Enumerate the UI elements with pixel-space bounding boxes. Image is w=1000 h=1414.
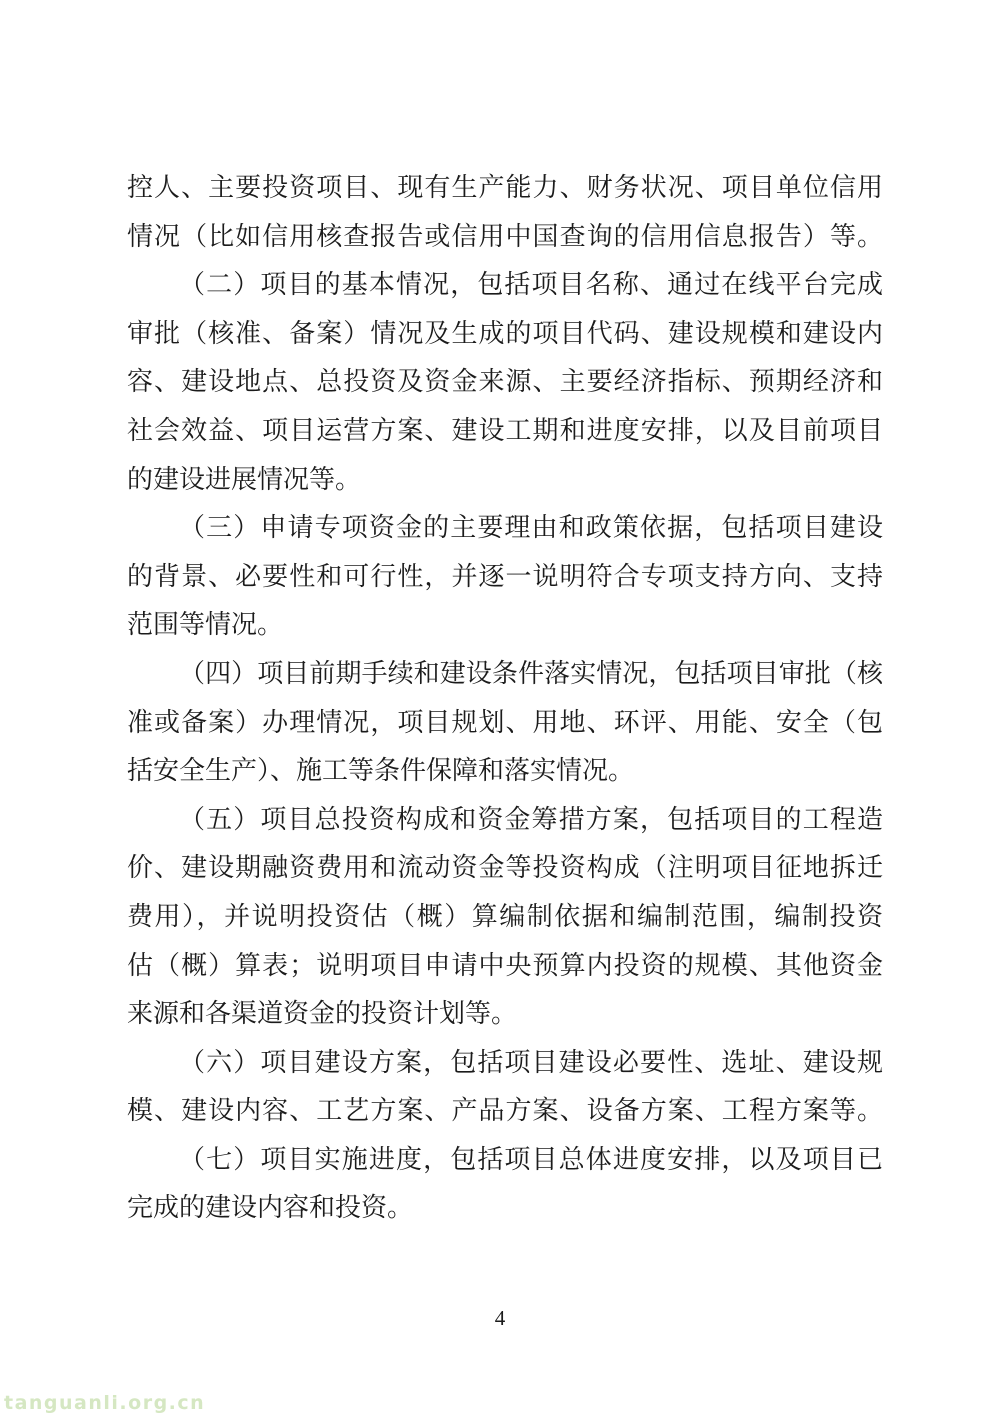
body-line: 审批（核准、备案）情况及生成的项目代码、建设规模和建设内 bbox=[127, 317, 883, 348]
body-line: （七）项目实施进度，包括项目总体进度安排，以及项目已 bbox=[179, 1143, 883, 1174]
document-body bbox=[127, 163, 883, 1232]
body-line: （二）项目的基本情况，包括项目名称、通过在线平台完成 bbox=[179, 269, 883, 300]
body-line: 社会效益、项目运营方案、建设工期和进度安排，以及目前项目 bbox=[127, 414, 883, 445]
body-line: 来源和各渠道资金的投资计划等。 bbox=[127, 998, 518, 1029]
body-line: 估（概）算表；说明项目申请中央预算内投资的规模、其他资金 bbox=[127, 949, 883, 980]
body-line: 容、建设地点、总投资及资金来源、主要经济指标、预期经济和 bbox=[127, 366, 883, 397]
body-line: （三）申请专项资金的主要理由和政策依据，包括项目建设 bbox=[179, 512, 883, 543]
body-line: 控人、主要投资项目、现有生产能力、财务状况、项目单位信用 bbox=[127, 172, 883, 202]
body-line: 的背景、必要性和可行性，并逐一说明符合专项支持方向、支持 bbox=[127, 560, 883, 591]
body-line: 情况（比如信用核查报告或信用中国查询的信用信息报告）等。 bbox=[127, 220, 883, 251]
page-number: 4 bbox=[494, 1306, 506, 1330]
body-line: 准或备案）办理情况，项目规划、用地、环评、用能、安全（包 bbox=[127, 706, 883, 737]
body-line: 价、建设期融资费用和流动资金等投资构成（注明项目征地拆迁 bbox=[127, 852, 883, 883]
body-line: 范围等情况。 bbox=[127, 609, 284, 640]
body-line: 括安全生产）、施工等条件保障和落实情况。 bbox=[127, 755, 635, 786]
body-line: 的建设进展情况等。 bbox=[127, 463, 362, 494]
body-line: 费用），并说明投资估（概）算编制依据和编制范围，编制投资 bbox=[127, 900, 883, 931]
body-line: （四）项目前期手续和建设条件落实情况，包括项目审批（核 bbox=[179, 657, 883, 688]
watermark: tanguanli.org.cn bbox=[4, 1392, 206, 1414]
body-line: 完成的建设内容和投资。 bbox=[127, 1192, 414, 1223]
body-line: 模、建设内容、工艺方案、产品方案、设备方案、工程方案等。 bbox=[127, 1095, 883, 1126]
body-line: （五）项目总投资构成和资金筹措方案，包括项目的工程造 bbox=[179, 803, 883, 834]
body-line: （六）项目建设方案，包括项目建设必要性、选址、建设规 bbox=[179, 1046, 883, 1077]
